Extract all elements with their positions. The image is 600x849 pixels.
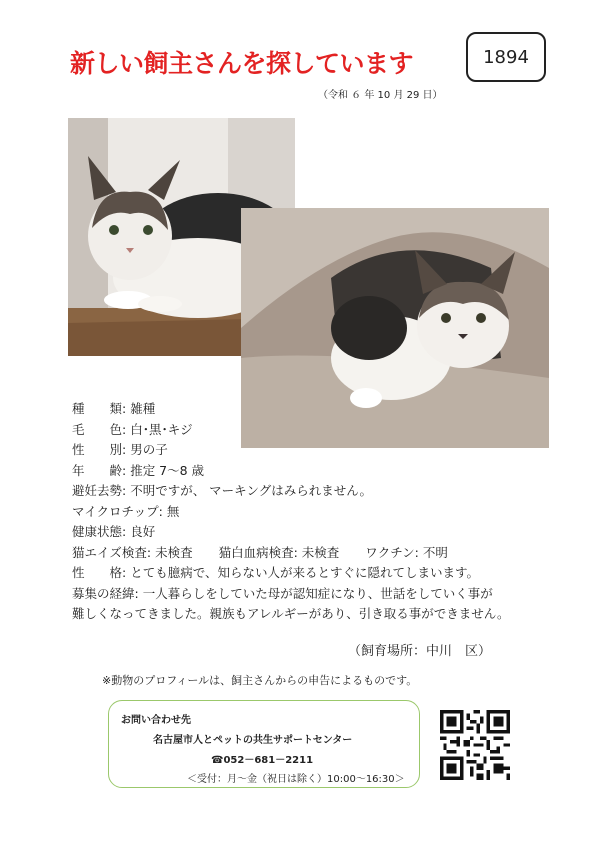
contact-box <box>108 700 420 788</box>
breed-label: 種 類: <box>72 401 127 416</box>
profile-neuter <box>72 481 552 502</box>
contact-organization: 名古屋市人とペットの共生サポートセンター <box>153 735 353 746</box>
age-label: 年 齢: <box>72 462 127 478</box>
profile-tests <box>72 543 552 564</box>
coat-label: 毛 色: <box>72 421 127 437</box>
vaccine-label: ワクチン: <box>365 544 419 560</box>
reason-value-line1: 一人暮らしをしていた母が認知症になり、世話をしていく事が <box>142 585 493 601</box>
profile-reason-cont <box>72 604 552 625</box>
id-number-badge <box>466 32 546 82</box>
felv-label: 猫白血病検査: <box>218 544 298 560</box>
sex-label: 性 別: <box>72 442 127 457</box>
page-title: 新しい飼主さんを探しています <box>70 49 414 78</box>
profile-reason <box>72 584 552 605</box>
microchip-label: マイクロチップ: <box>72 503 163 519</box>
contact-phone: ☎052－681－2211 <box>211 755 314 766</box>
profile-list <box>72 399 552 625</box>
neuter-value: 不明ですが、 マーキングはみられません。 <box>130 483 373 498</box>
felv-value: 未検査 <box>301 544 340 560</box>
contact-heading: お問い合わせ先 <box>121 715 191 726</box>
contact-hours: ＜受付：月～金（祝日は除く）10:00～16:30＞ <box>187 774 405 785</box>
reason-label: 募集の経緯: <box>72 585 139 601</box>
sex-value: 男の子 <box>130 442 168 457</box>
id-number: 1894 <box>483 46 529 68</box>
profile-personality <box>72 563 552 584</box>
vaccine-value: 不明 <box>422 544 448 560</box>
health-label: 健康状態: <box>72 524 127 539</box>
coat-value: 白･黒･キジ <box>130 421 193 437</box>
personality-label: 性 格: <box>72 565 127 580</box>
breed-value: 雑種 <box>130 401 156 416</box>
fiv-label: 猫エイズ検査: <box>72 544 152 560</box>
profile-coat <box>72 420 552 441</box>
reason-value-line2: 難しくなってきました。親族もアレルギーがあり、引き取る事ができません。 <box>72 606 510 621</box>
qr-code[interactable] <box>440 710 510 780</box>
personality-value: とても臆病で、知らない人が来るとすぐに隠れてしまいます。 <box>130 565 479 580</box>
profile-health <box>72 522 552 543</box>
neuter-label: 避妊去勢: <box>72 483 127 498</box>
profile-microchip <box>72 502 552 523</box>
profile-breed <box>72 399 552 420</box>
microchip-value: 無 <box>166 503 180 519</box>
health-value: 良好 <box>130 524 156 539</box>
profile-sex <box>72 440 552 461</box>
age-value: 推定 7～8 歳 <box>130 462 205 478</box>
profile-age <box>72 461 552 482</box>
profile-note: ※動物のプロフィールは、飼主さんからの申告によるものです。 <box>102 674 418 687</box>
location: （飼育場所：中川 区） <box>348 644 492 659</box>
posting-date: （令和 ６ 年 10 月 29 日） <box>318 90 443 101</box>
fiv-value: 未検査 <box>155 544 193 560</box>
